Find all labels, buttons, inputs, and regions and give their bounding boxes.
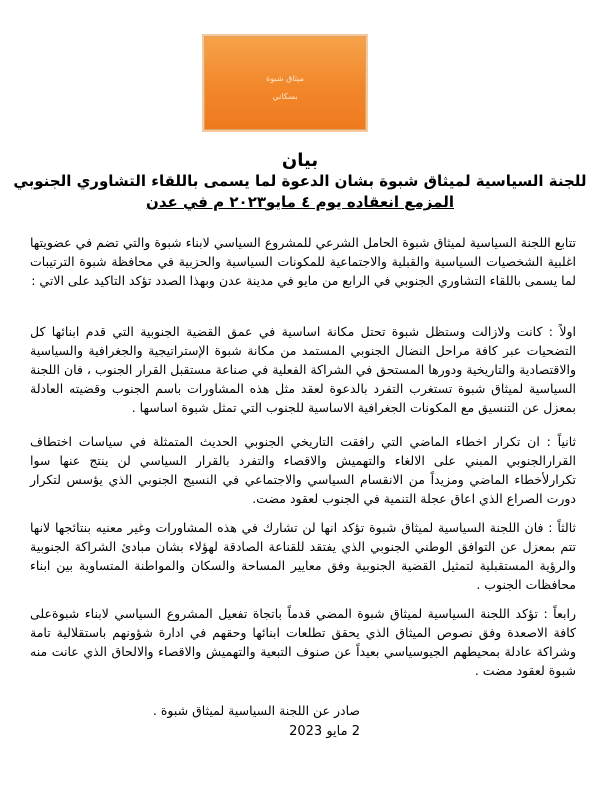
document-subtitle-date: المزمع انعقاده يوم ٤ مايو٢٠٢٣ م في عدن (146, 193, 454, 211)
point-four-paragraph: رابعاً : تؤكد اللجنة السياسية لميثاق شبوة المضي قدماً باتجاة تفعيل المشروع السياسي لابناء شبوةعلى كافة الاصعدة وفق نصوص الميثاق الذي يحقق تطلعات ابنائها وحقهم في ادارة شؤونهم باستقلالية تامة وشراكة عادلة بمحيطهم الجيوسياسي بعيداً عن صنوف التبعية والتهميش والاقصاء والالحاق الذي عانت منه شبوة لعقود مضت . (30, 606, 576, 678)
point-one-paragraph: اولاً : كانت ولازالت وستظل شبوة تحتل مكانة اساسية في عمق القضية الجنوبية التي قدم ابنائها كل التضحيات عبر كافة مراحل النضال الجنوبي المستمد من مكانة شبوة الإستراتيجية والجغرافية والسياسية والاقتصادية والتاريخية ودورها المستحق في الشراكة الفعلية في صناعة مستقبل القرار الجنوب ، فان اللجنة السياسية لميثاق شبوة تستغرب التفرد بالدعوة لعقد مثل هذه المشاورات باسم الجنوب وقضيته العادلة بمعزل عن التنسيق مع المكونات الجغرافية الاساسية للجنوب التي تمثل شبوة اساسها . (30, 324, 576, 415)
document-subtitle: للجنة السياسية لميثاق شبوة بشان الدعوة لما يسمى باللقاء التشاوري الجنوبي (13, 172, 587, 190)
intro-paragraph: تتابع اللجنة السياسية لميثاق شبوة الحامل الشرعي للمشروع السياسي لابناء شبوة والتي تضم في عضويتها اغلبية الشخصيات السياسية والقبلية والاجتماعية للمكونات السياسية والحزبية في محافظة شبوة الترتيبات لما يسمى باللقاء التشاوري الجنوبي في الرابع من مايو في مدينة عدن وبهذا الصدد تؤكد التاكيد على الاتي : (30, 235, 576, 288)
document-title: بيان (281, 150, 319, 171)
issuer-line: صادر عن اللجنة السياسية لميثاق شبوة . (152, 703, 360, 718)
logo-banner (204, 36, 366, 130)
logo-text-line2: بسكاني (272, 92, 298, 101)
point-two-paragraph: ثانياً : ان تكرار اخطاء الماضي التي رافقت التاريخي الجنوبي الحديث المتمثلة في سياسات اختطاف القرارالجنوبي المبني على الالغاء والتهميش والاقصاء والتفرد بالقرار السياسي لن ينتج عنها سوا تكرارلأخطاء الماضي ومزيداً من الانقسام السياسي والاجتماعي في النسيج الجنوبي الذي يؤسس لتكرار دورت الصراع الذي اعاق عجلة التنمية في الجنوب لعقود مضت. (30, 434, 576, 506)
issue-date: 2 مايو 2023 (289, 724, 360, 739)
point-three-paragraph: ثالثاً : فان اللجنة السياسية لميثاق شبوة تؤكد انها لن تشارك في هذه المشاورات وغير معنيه بنتائجها لانها تتم بمعزل عن التوافق الوطني الجنوبي الذي يفتقد للقناعة الصادقة لهؤلاء بشان مبادئ الشراكة الجنوبية والرؤية المستقبلية لتمثيل القضية الجنوبية وفق معايير المساحة والسكان والمواطنة المتساوية بين ابناء محافظات الجنوب . (30, 520, 576, 592)
logo-text-line1: ميثاق شبوة (266, 74, 304, 83)
